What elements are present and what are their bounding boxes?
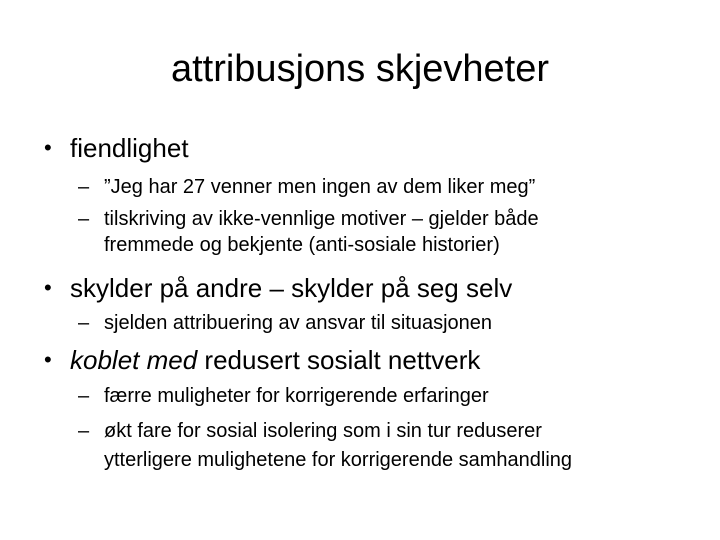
- dash-icon: –: [78, 312, 90, 334]
- bullet-icon: •: [44, 135, 52, 160]
- bullet-text-rest: redusert sosialt nettverk: [197, 345, 481, 375]
- sub-point-text: færre muligheter for korrigerende erfaringer: [104, 385, 489, 407]
- bullet-text: fiendlighet: [70, 133, 189, 163]
- bullet-icon: •: [44, 275, 52, 300]
- dash-icon: –: [78, 420, 90, 442]
- bullet-text: skylder på andre – skylder på seg selv: [70, 273, 513, 303]
- sub-point-text: økt fare for sosial isolering som i sin tur reduserer: [104, 420, 542, 442]
- sub-point-text: ytterligere mulighetene for korrigerende samhandling: [104, 449, 573, 471]
- slide-title: attribusjons skjevheter: [170, 48, 550, 90]
- dash-icon: –: [78, 385, 90, 407]
- dash-icon: –: [78, 208, 90, 230]
- bullet-text-italic: koblet med: [70, 345, 198, 375]
- sub-point-text: ”Jeg har 27 venner men ingen av dem liker meg”: [104, 176, 536, 198]
- bullet-text: [70, 345, 480, 375]
- sub-point-text: sjelden attribuering av ansvar til situasjonen: [104, 312, 492, 334]
- bullet-icon: •: [44, 347, 52, 372]
- sub-point-text: fremmede og bekjente (anti-sosiale historier): [104, 234, 500, 256]
- sub-point-text: tilskriving av ikke-vennlige motiver – gjelder både: [104, 208, 539, 230]
- dash-icon: –: [78, 176, 90, 198]
